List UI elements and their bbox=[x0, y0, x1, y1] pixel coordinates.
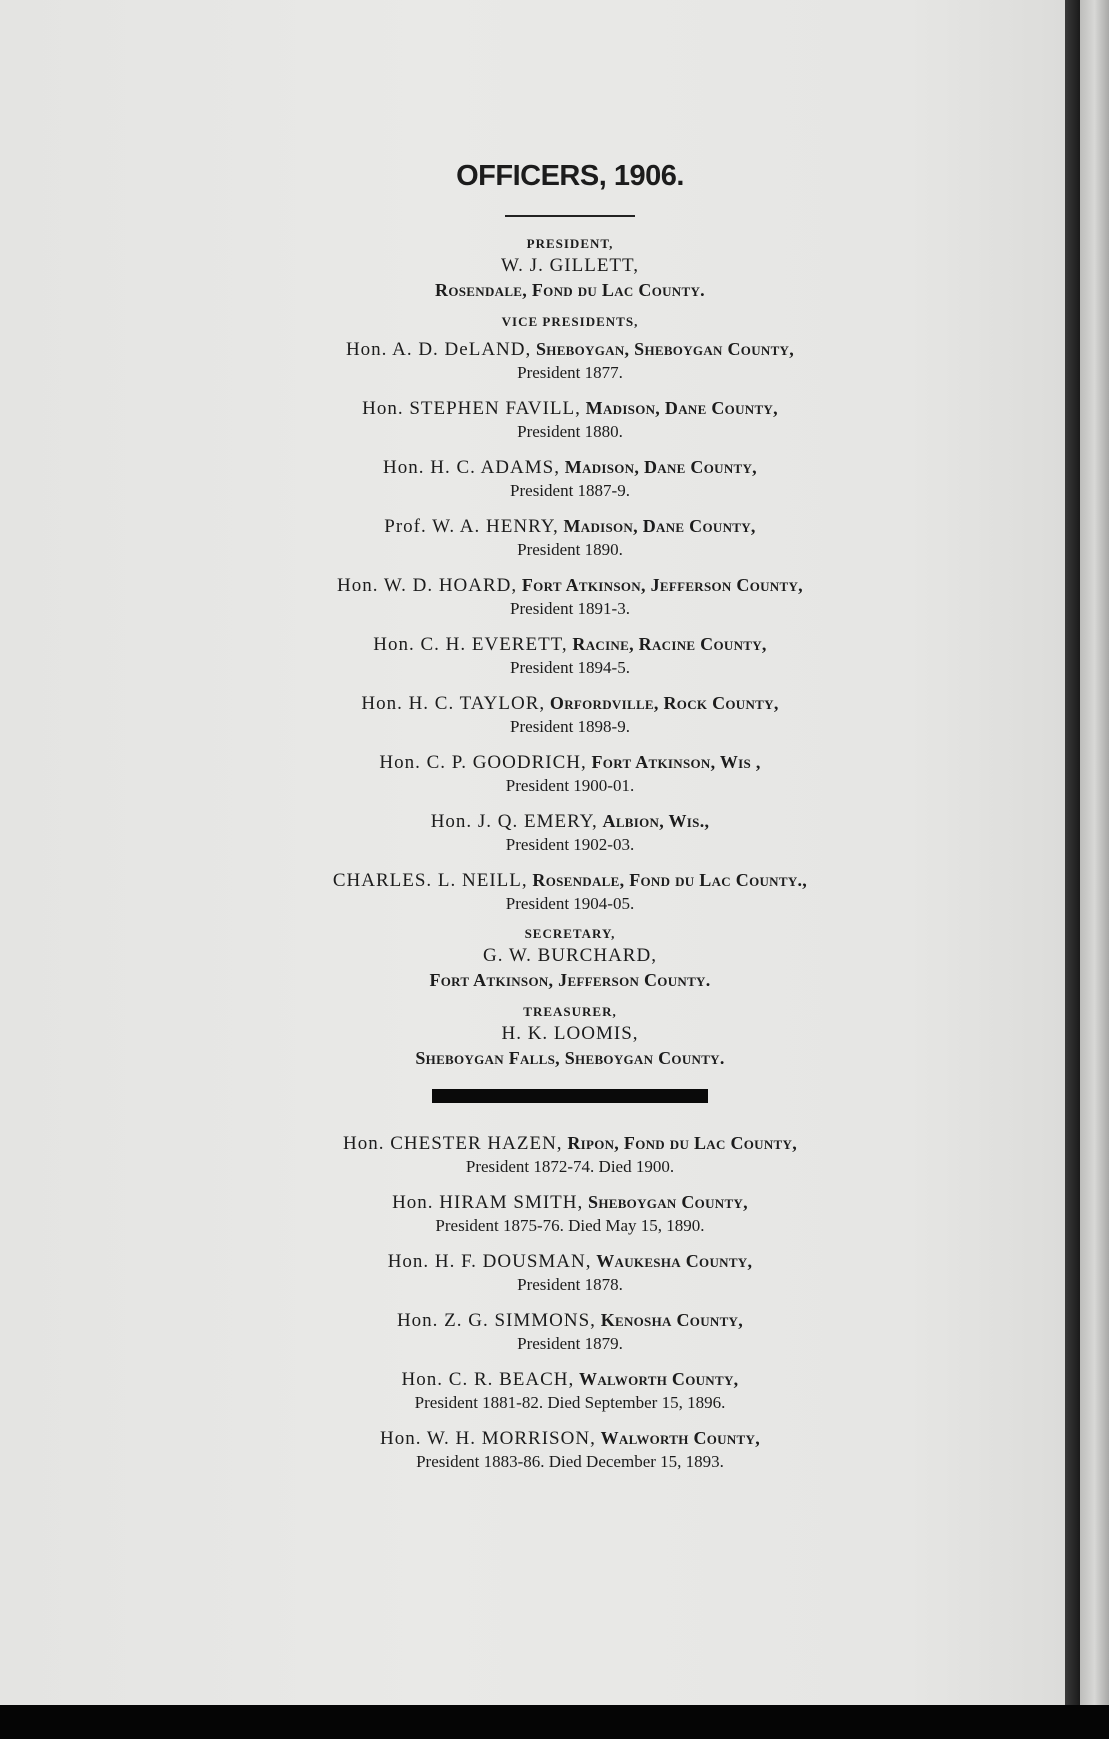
vice-president-entry bbox=[250, 691, 890, 738]
officer-place: Rosendale, Fond du Lac County., bbox=[532, 870, 808, 890]
officer-term: President 1890. bbox=[517, 540, 623, 559]
officers-list bbox=[250, 160, 890, 1473]
secretary-place: Fort Atkinson, Jefferson County. bbox=[429, 970, 711, 990]
former-president-entry bbox=[250, 1131, 890, 1178]
officer-name: Hon. C. H. EVERETT, bbox=[373, 634, 568, 655]
officer-name: Hon. CHESTER HAZEN, bbox=[343, 1133, 563, 1154]
president-role-label: PRESIDENT, bbox=[526, 236, 614, 251]
officer-line bbox=[250, 514, 890, 539]
officer-place: Fort Atkinson, Wis , bbox=[591, 752, 761, 772]
vice-president-entry bbox=[250, 868, 890, 915]
former-president-entry bbox=[250, 1426, 890, 1473]
officer-name: Prof. W. A. HENRY, bbox=[384, 516, 559, 537]
officer-line bbox=[250, 1131, 890, 1156]
page-title: OFFICERS, 1906. bbox=[456, 160, 684, 192]
book-spine-edge bbox=[1080, 0, 1109, 1739]
officer-place: Ripon, Fond du Lac County, bbox=[567, 1133, 797, 1153]
officer-term: President 1898-9. bbox=[510, 717, 630, 736]
officer-term: President 1872-74. Died 1900. bbox=[465, 1157, 675, 1176]
officer-place: Madison, Dane County, bbox=[563, 516, 756, 536]
officer-line bbox=[250, 1190, 890, 1215]
officer-name: Hon. W. H. MORRISON, bbox=[379, 1428, 596, 1449]
former-president-entry bbox=[250, 1308, 890, 1355]
former-president-entry bbox=[250, 1367, 890, 1414]
officer-term: President 1880. bbox=[517, 422, 623, 441]
officer-line bbox=[250, 1367, 890, 1392]
officer-term: President 1904-05. bbox=[505, 894, 635, 913]
officer-place: Albion, Wis., bbox=[602, 811, 710, 831]
former-president-entry bbox=[250, 1190, 890, 1237]
section-divider bbox=[432, 1089, 708, 1103]
vice-president-entry bbox=[250, 514, 890, 561]
officer-term: President 1887-9. bbox=[510, 481, 630, 500]
officer-name: Hon. H. C. ADAMS, bbox=[383, 457, 560, 478]
officer-place: Orfordville, Rock County, bbox=[549, 693, 779, 713]
officer-term: President 1900-01. bbox=[505, 776, 635, 795]
president-section bbox=[250, 235, 890, 303]
former-president-entry bbox=[250, 1249, 890, 1296]
officer-term: President 1875-76. Died May 15, 1890. bbox=[435, 1216, 705, 1235]
officer-name: Hon. H. C. TAYLOR, bbox=[361, 693, 546, 714]
officer-name: Hon. H. F. DOUSMAN, bbox=[387, 1251, 592, 1272]
officer-line bbox=[250, 632, 890, 657]
president-place: Rosendale, Fond du Lac County. bbox=[435, 280, 705, 300]
vice-presidents-section bbox=[250, 313, 890, 915]
officer-term: President 1881-82. Died September 15, 1896. bbox=[414, 1393, 726, 1412]
officer-line bbox=[250, 868, 890, 893]
officer-line bbox=[250, 455, 890, 480]
vice-presidents-list bbox=[250, 337, 890, 915]
officer-name: Hon. STEPHEN FAVILL, bbox=[362, 398, 581, 419]
officer-term: President 1891-3. bbox=[510, 599, 630, 618]
secretary-role-label: SECRETARY, bbox=[524, 926, 616, 941]
president-name: W. J. GILLETT, bbox=[500, 255, 639, 276]
officer-line bbox=[250, 1426, 890, 1451]
secretary-section bbox=[250, 925, 890, 993]
officer-line bbox=[250, 1249, 890, 1274]
officer-place: Waukesha County, bbox=[596, 1251, 753, 1271]
officer-name: Hon. Z. G. SIMMONS, bbox=[396, 1310, 596, 1331]
vice-president-entry bbox=[250, 455, 890, 502]
vice-president-entry bbox=[250, 809, 890, 856]
officer-place: Racine, Racine County, bbox=[572, 634, 767, 654]
officer-term: President 1894-5. bbox=[510, 658, 630, 677]
officer-line bbox=[250, 396, 890, 421]
officer-place: Walworth County, bbox=[600, 1428, 761, 1448]
officer-name: Hon. W. D. HOARD, bbox=[337, 575, 518, 596]
officer-place: Madison, Dane County, bbox=[585, 398, 778, 418]
officer-line bbox=[250, 573, 890, 598]
officer-term: President 1877. bbox=[517, 363, 623, 382]
officer-place: Madison, Dane County, bbox=[564, 457, 757, 477]
secretary-name: G. W. BURCHARD, bbox=[483, 945, 657, 966]
vice-president-entry bbox=[250, 750, 890, 797]
officer-term: President 1883-86. Died December 15, 1893. bbox=[416, 1452, 724, 1471]
book-spine-shadow bbox=[1065, 0, 1080, 1739]
officer-line bbox=[250, 809, 890, 834]
vice-presidents-role-label: VICE PRESIDENTS, bbox=[501, 314, 639, 329]
officer-place: Fort Atkinson, Jefferson County, bbox=[521, 575, 803, 595]
officer-place: Kenosha County, bbox=[600, 1310, 744, 1330]
treasurer-place: Sheboygan Falls, Sheboygan County. bbox=[415, 1048, 725, 1068]
former-presidents-list bbox=[250, 1131, 890, 1473]
officer-place: Sheboygan, Sheboygan County, bbox=[535, 339, 795, 359]
officer-name: Hon. C. P. GOODRICH, bbox=[379, 752, 587, 773]
treasurer-role-label: TREASURER, bbox=[523, 1004, 617, 1019]
officer-name: Hon. C. R. BEACH, bbox=[401, 1369, 575, 1390]
vice-president-entry bbox=[250, 573, 890, 620]
officer-term: President 1902-03. bbox=[505, 835, 635, 854]
officer-name: Hon. HIRAM SMITH, bbox=[392, 1192, 584, 1213]
vice-president-entry bbox=[250, 632, 890, 679]
officer-line bbox=[250, 691, 890, 716]
treasurer-name: H. K. LOOMIS, bbox=[501, 1023, 639, 1044]
officer-line bbox=[250, 337, 890, 362]
officer-name: Hon. J. Q. EMERY, bbox=[430, 811, 598, 832]
vice-president-entry bbox=[250, 337, 890, 384]
officer-name: Hon. A. D. DeLAND, bbox=[345, 339, 532, 360]
scan-bottom-border bbox=[0, 1705, 1109, 1739]
officer-term: President 1878. bbox=[517, 1275, 623, 1294]
officer-place: Walworth County, bbox=[579, 1369, 739, 1389]
vice-president-entry bbox=[250, 396, 890, 443]
officer-line bbox=[250, 750, 890, 775]
treasurer-section bbox=[250, 1003, 890, 1071]
officer-place: Sheboygan County, bbox=[588, 1192, 748, 1212]
officer-line bbox=[250, 1308, 890, 1333]
officer-name: CHARLES. L. NEILL, bbox=[332, 870, 528, 891]
officer-term: President 1879. bbox=[517, 1334, 623, 1353]
title-rule bbox=[505, 215, 635, 217]
